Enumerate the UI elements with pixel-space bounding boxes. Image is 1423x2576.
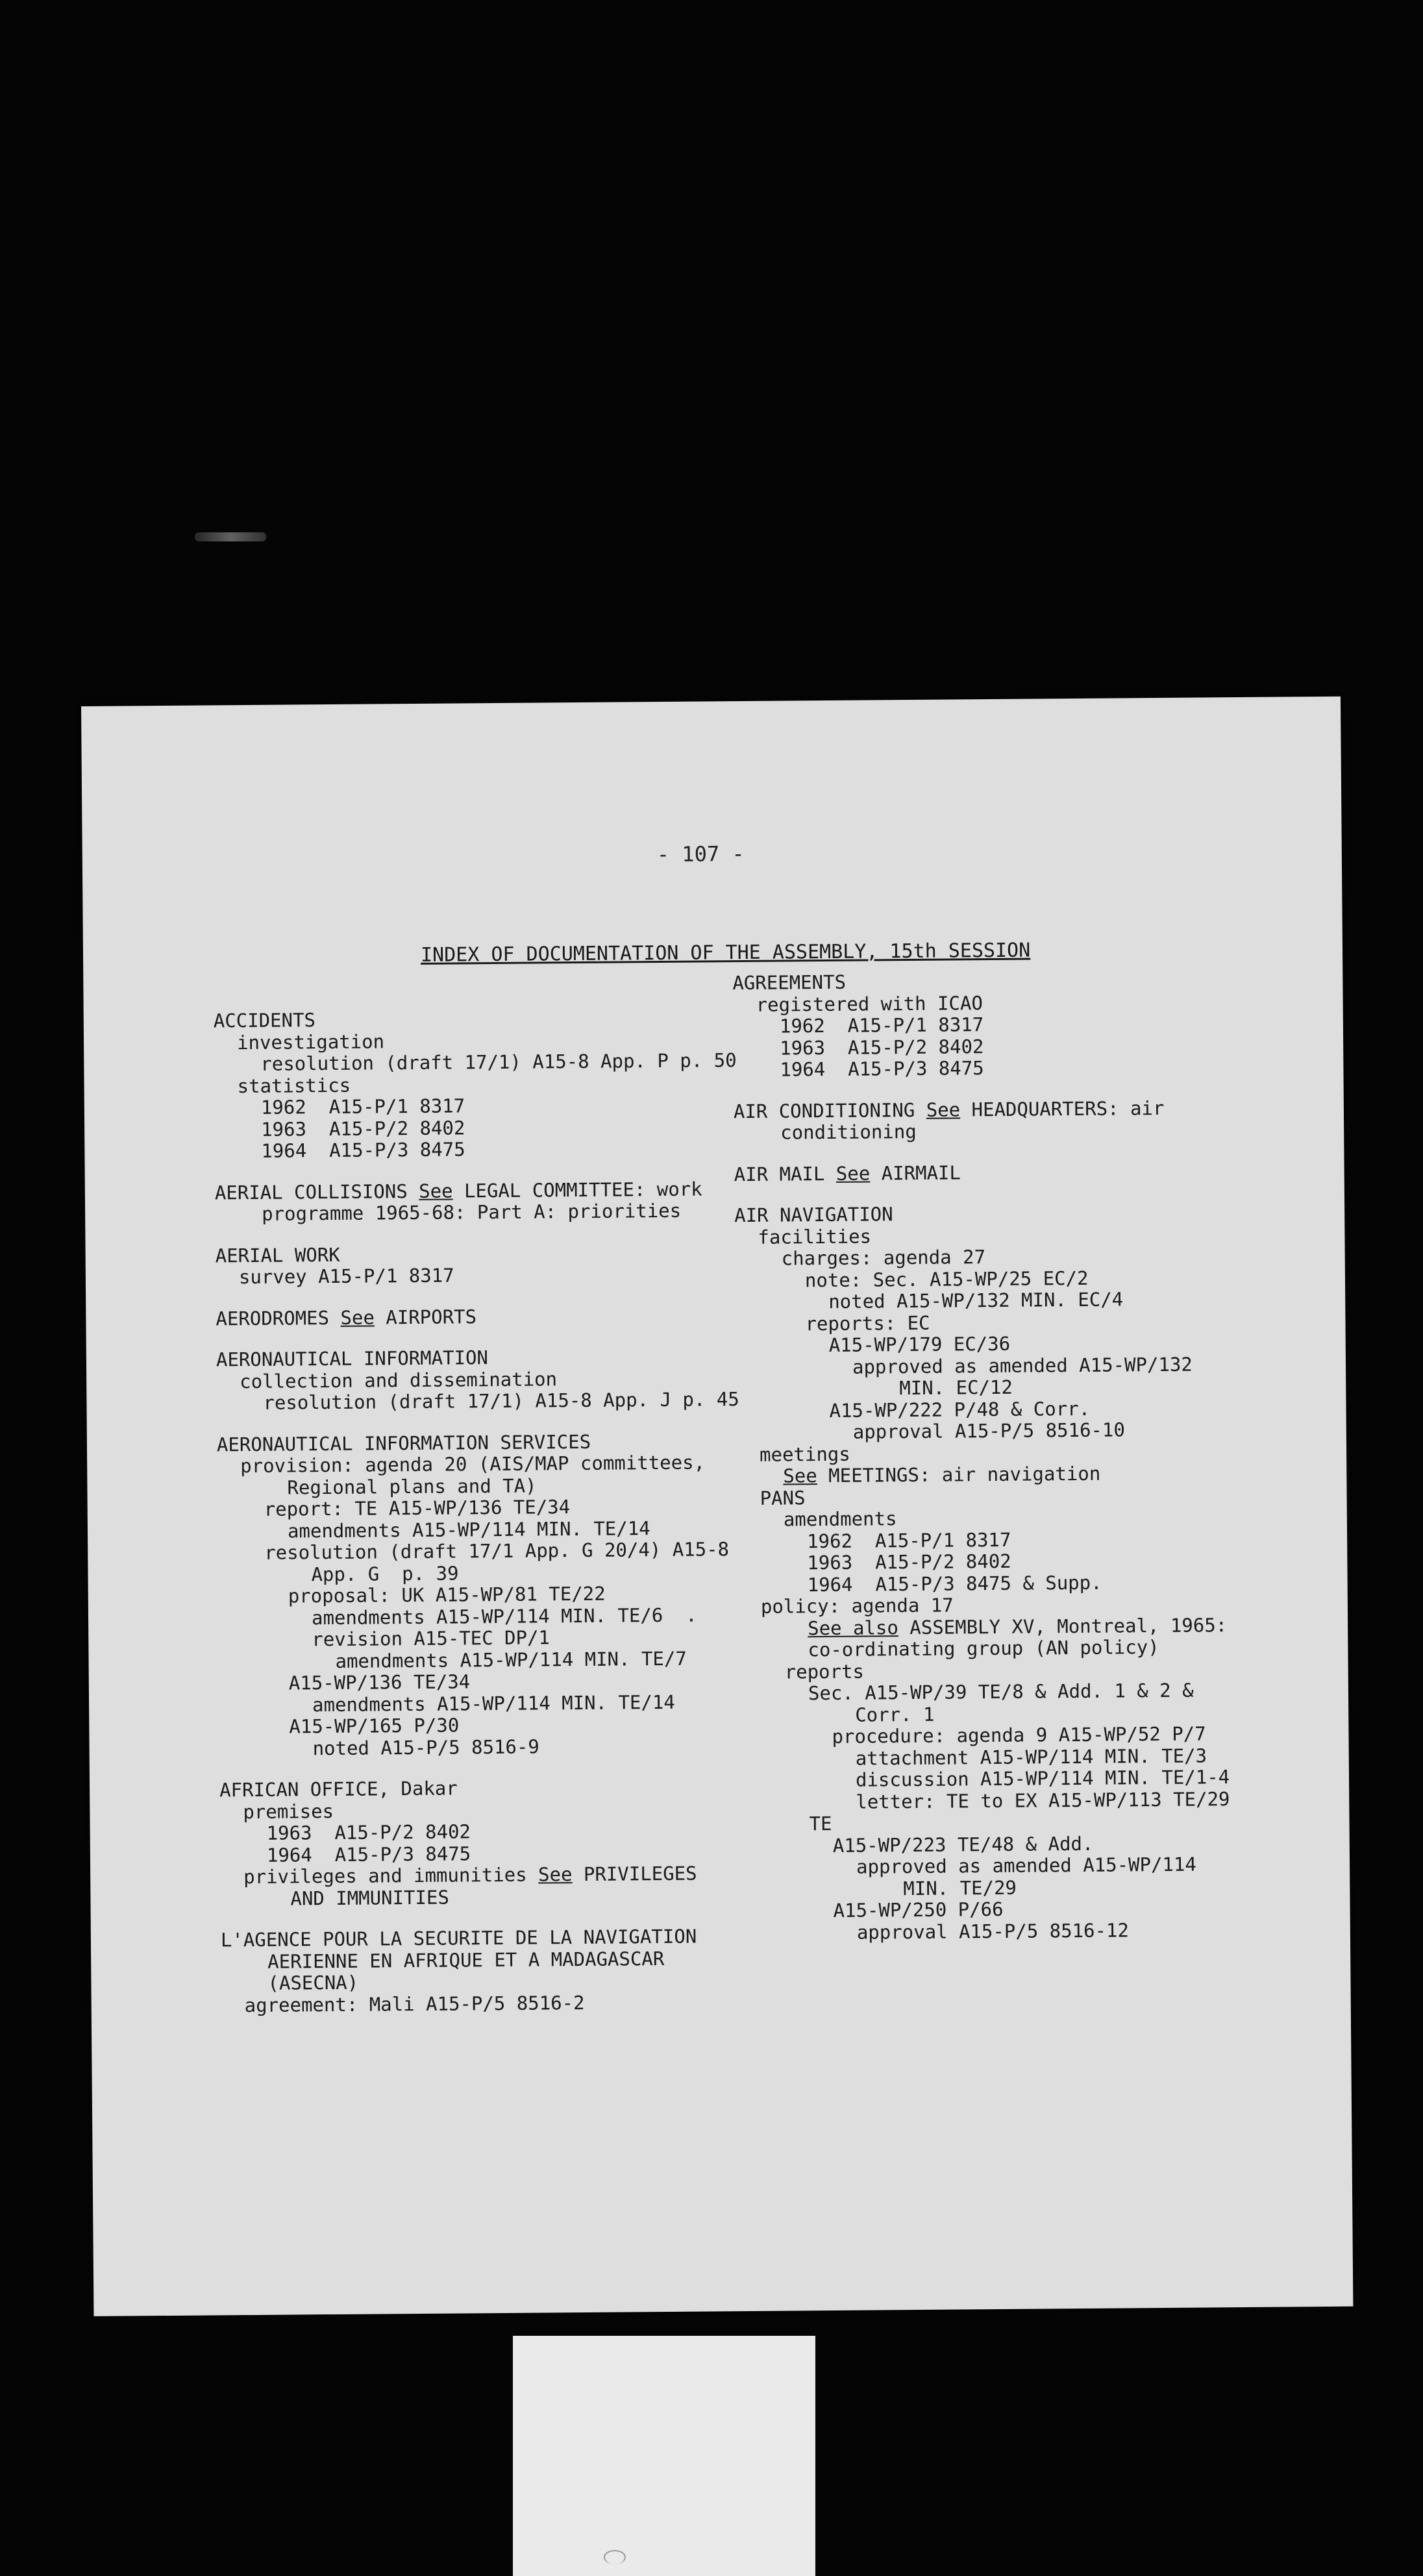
entry-text: Corr. 1	[855, 1703, 935, 1726]
entry-text: AERIENNE EN AFRIQUE ET A MADAGASCAR	[267, 1947, 665, 1973]
entry-text: resolution (draft 17/1 App. G 20/4) A15-8	[264, 1538, 730, 1564]
entry-text: AERIAL COLLISIONS	[214, 1180, 419, 1204]
entry-text: 1964 A15-P/3 8475	[780, 1057, 984, 1081]
entry-text: AIR MAIL	[734, 1162, 836, 1185]
entry-text: Regional plans and TA)	[287, 1474, 537, 1499]
entry-text: discussion A15-WP/114 MIN. TE/1-4	[855, 1766, 1230, 1791]
index-subentry	[214, 1050, 737, 1076]
entry-text: (ASECNA)	[267, 1971, 359, 1994]
index-subentry	[217, 1539, 741, 1565]
entry-text: AGREEMENTS	[732, 971, 847, 995]
entry-text: premises	[243, 1800, 334, 1823]
index-heading	[221, 1926, 744, 1951]
entry-text: 1963 A15-P/2 8402	[780, 1035, 984, 1059]
entry-text: AIR NAVIGATION	[734, 1203, 893, 1227]
entry-text: 1962 A15-P/1 8317	[260, 1095, 465, 1119]
entry-text: HEADQUARTERS: air	[959, 1096, 1165, 1121]
index-entry	[221, 1926, 744, 2016]
entry-text: LEGAL COMMITTEE: work	[452, 1178, 702, 1202]
entry-text: approved as amended A15-WP/114	[856, 1853, 1196, 1878]
entry-text: amendments A15-WP/114 MIN. TE/7	[335, 1647, 687, 1672]
index-subentry	[739, 1853, 1230, 1879]
entry-text: L'AGENCE POUR LA SECURITE DE LA NAVIGATION	[220, 1925, 697, 1951]
entry-text: MEETINGS: air navigation	[817, 1462, 1101, 1487]
entry-text: App. G p. 39	[311, 1561, 459, 1585]
index-subentry	[218, 1604, 741, 1630]
entry-text: report: TE A15-WP/136 TE/34	[264, 1496, 571, 1520]
entry-text: AIRMAIL	[870, 1161, 961, 1184]
entry-text: collection and dissemination	[240, 1367, 558, 1393]
entry-text: 1962 A15-P/1 8317	[779, 1013, 984, 1037]
entry-text: reports: EC	[805, 1311, 930, 1335]
entry-text: survey A15-P/1 8317	[238, 1264, 454, 1289]
entry-text: A15-WP/250 P/66	[833, 1898, 1004, 1922]
entry-text: AERODROMES	[216, 1306, 341, 1330]
index-entry	[734, 1201, 1231, 1944]
entry-text: privileges and immunities	[243, 1863, 539, 1889]
page-title: INDEX OF DOCUMENTATION OF THE ASSEMBLY, 15th SESSION	[420, 939, 1031, 967]
entry-text: AERONAUTICAL INFORMATION SERVICES	[216, 1430, 591, 1455]
index-subentry	[220, 1863, 743, 1889]
entry-text: ACCIDENTS	[213, 1009, 316, 1032]
index-subentry	[738, 1679, 1229, 1705]
entry-text: A15-WP/136 TE/34	[288, 1670, 471, 1694]
entry-text: resolution (draft 17/1) A15-8 App. P p. 50	[260, 1049, 737, 1075]
index-entry	[214, 1006, 737, 1163]
entry-text: note: Sec. A15-WP/25 EC/2	[804, 1267, 1089, 1291]
entry-text: AIRPORTS	[374, 1305, 477, 1328]
entry-text: investigation	[236, 1030, 385, 1054]
entry-text: amendments A15-WP/114 MIN. TE/6 .	[311, 1604, 697, 1629]
entry-text: noted A15-P/5 8516-9	[312, 1735, 539, 1759]
entry-text: statistics	[237, 1074, 351, 1097]
index-heading	[734, 1097, 1224, 1122]
see-reference: See	[419, 1180, 453, 1202]
index-entry	[216, 1345, 739, 1415]
entry-text: resolution (draft 17/1) A15-8 App. J p. 45	[263, 1388, 739, 1414]
entry-text: conditioning	[780, 1120, 917, 1144]
index-column-left	[214, 1006, 744, 2016]
entry-text: A15-WP/179 EC/36	[828, 1332, 1011, 1356]
document-page	[81, 697, 1353, 2316]
entry-text: attachment A15-WP/114 MIN. TE/3	[855, 1744, 1207, 1770]
entry-text: approval A15-P/5 8516-10	[852, 1418, 1125, 1443]
index-entry	[732, 969, 1224, 1081]
entry-text: registered with ICAO	[756, 991, 983, 1016]
index-entry	[734, 1097, 1225, 1145]
entry-text: approved as amended A15-WP/132	[852, 1353, 1193, 1378]
entry-text: policy: agenda 17	[760, 1594, 954, 1618]
see-reference: See	[783, 1465, 817, 1487]
index-subentry	[737, 1636, 1228, 1661]
entry-text: facilities	[758, 1224, 872, 1248]
entry-text: 1964 A15-P/3 8475	[261, 1138, 465, 1162]
entry-text: co-ordinating group (AN policy)	[808, 1636, 1159, 1661]
index-column-right	[732, 969, 1231, 1944]
entry-text: provision: agenda 20 (AIS/MAP committees,	[240, 1451, 706, 1478]
entry-text: MIN. TE/29	[903, 1876, 1017, 1900]
entry-text: A15-WP/165 P/30	[289, 1714, 460, 1738]
page-number: - 107 -	[656, 841, 745, 867]
entry-text: agreement: Mali A15-P/5 8516-2	[244, 1991, 585, 2016]
entry-text: programme 1965-68: Part A: priorities	[262, 1199, 682, 1225]
entry-text: 1963 A15-P/2 8402	[807, 1550, 1011, 1574]
index-entry	[216, 1241, 739, 1289]
entry-text: revision A15-TEC DP/1	[312, 1626, 551, 1651]
entry-text: 1963 A15-P/2 8402	[266, 1820, 471, 1844]
entry-text: amendments A15-WP/114 MIN. TE/14	[287, 1517, 650, 1542]
index-subentry	[221, 1991, 745, 2017]
index-entry	[217, 1430, 742, 1761]
entry-text: PANS	[760, 1486, 806, 1509]
index-entry	[219, 1776, 743, 1910]
entry-text: charges: agenda 27	[781, 1246, 986, 1270]
see-reference: See	[835, 1161, 871, 1185]
microfilm-target-card	[513, 2336, 815, 2576]
entry-text: reports	[784, 1660, 865, 1683]
entry-text: 1964 A15-P/3 8475 & Supp.	[807, 1571, 1102, 1596]
index-subentry	[217, 1452, 740, 1478]
see-reference: See	[926, 1098, 961, 1121]
index-subentry	[216, 1389, 739, 1415]
entry-text: AERONAUTICAL INFORMATION	[216, 1346, 489, 1371]
card-mark	[604, 2550, 626, 2564]
entry-text: AIR CONDITIONING	[733, 1098, 926, 1122]
entry-text: letter: TE to EX A15-WP/113 TE/29	[856, 1787, 1230, 1813]
entry-text: procedure: agenda 9 A15-WP/52 P/7	[832, 1722, 1206, 1748]
entry-text: A15-WP/222 P/48 & Corr.	[829, 1397, 1091, 1422]
entry-text: AERIAL WORK	[215, 1243, 340, 1267]
see-reference: See	[340, 1306, 375, 1329]
entry-text: AND IMMUNITIES	[290, 1886, 449, 1910]
entry-text: 1964 A15-P/3 8475	[266, 1842, 471, 1866]
index-subentry	[218, 1648, 741, 1674]
index-subentry	[740, 1919, 1231, 1944]
entry-text: amendments	[783, 1507, 897, 1531]
index-subentry	[739, 1789, 1230, 1814]
entry-text: approval A15-P/5 8516-12	[856, 1918, 1130, 1944]
entry-text: noted A15-WP/132 MIN. EC/4	[828, 1288, 1124, 1313]
index-subentry	[219, 1691, 742, 1717]
index-entry	[215, 1178, 738, 1226]
entry-text: MIN. EC/12	[899, 1376, 1013, 1400]
see-reference: See	[538, 1863, 573, 1886]
entry-text: amendments A15-WP/114 MIN. TE/14	[312, 1690, 675, 1716]
index-subentry	[736, 1354, 1226, 1379]
index-subentry	[215, 1200, 738, 1226]
film-edge-mark	[195, 532, 266, 541]
entry-text: 1962 A15-P/1 8317	[806, 1528, 1011, 1552]
entry-text: ASSEMBLY XV, Montreal, 1965:	[898, 1613, 1228, 1639]
entry-text: meetings	[759, 1443, 850, 1466]
entry-text: 1963 A15-P/2 8402	[260, 1116, 465, 1141]
entry-text: TE	[809, 1812, 832, 1835]
see-reference: See also	[808, 1616, 899, 1639]
entry-text: Sec. A15-WP/39 TE/8 & Add. 1 & 2 &	[808, 1679, 1194, 1705]
entry-text: proposal: UK A15-WP/81 TE/22	[288, 1582, 606, 1607]
entry-text: PRIVILEGES	[572, 1862, 697, 1886]
entry-text: A15-WP/223 TE/48 & Add.	[832, 1832, 1094, 1857]
entry-text: AFRICAN OFFICE, Dakar	[219, 1777, 458, 1802]
